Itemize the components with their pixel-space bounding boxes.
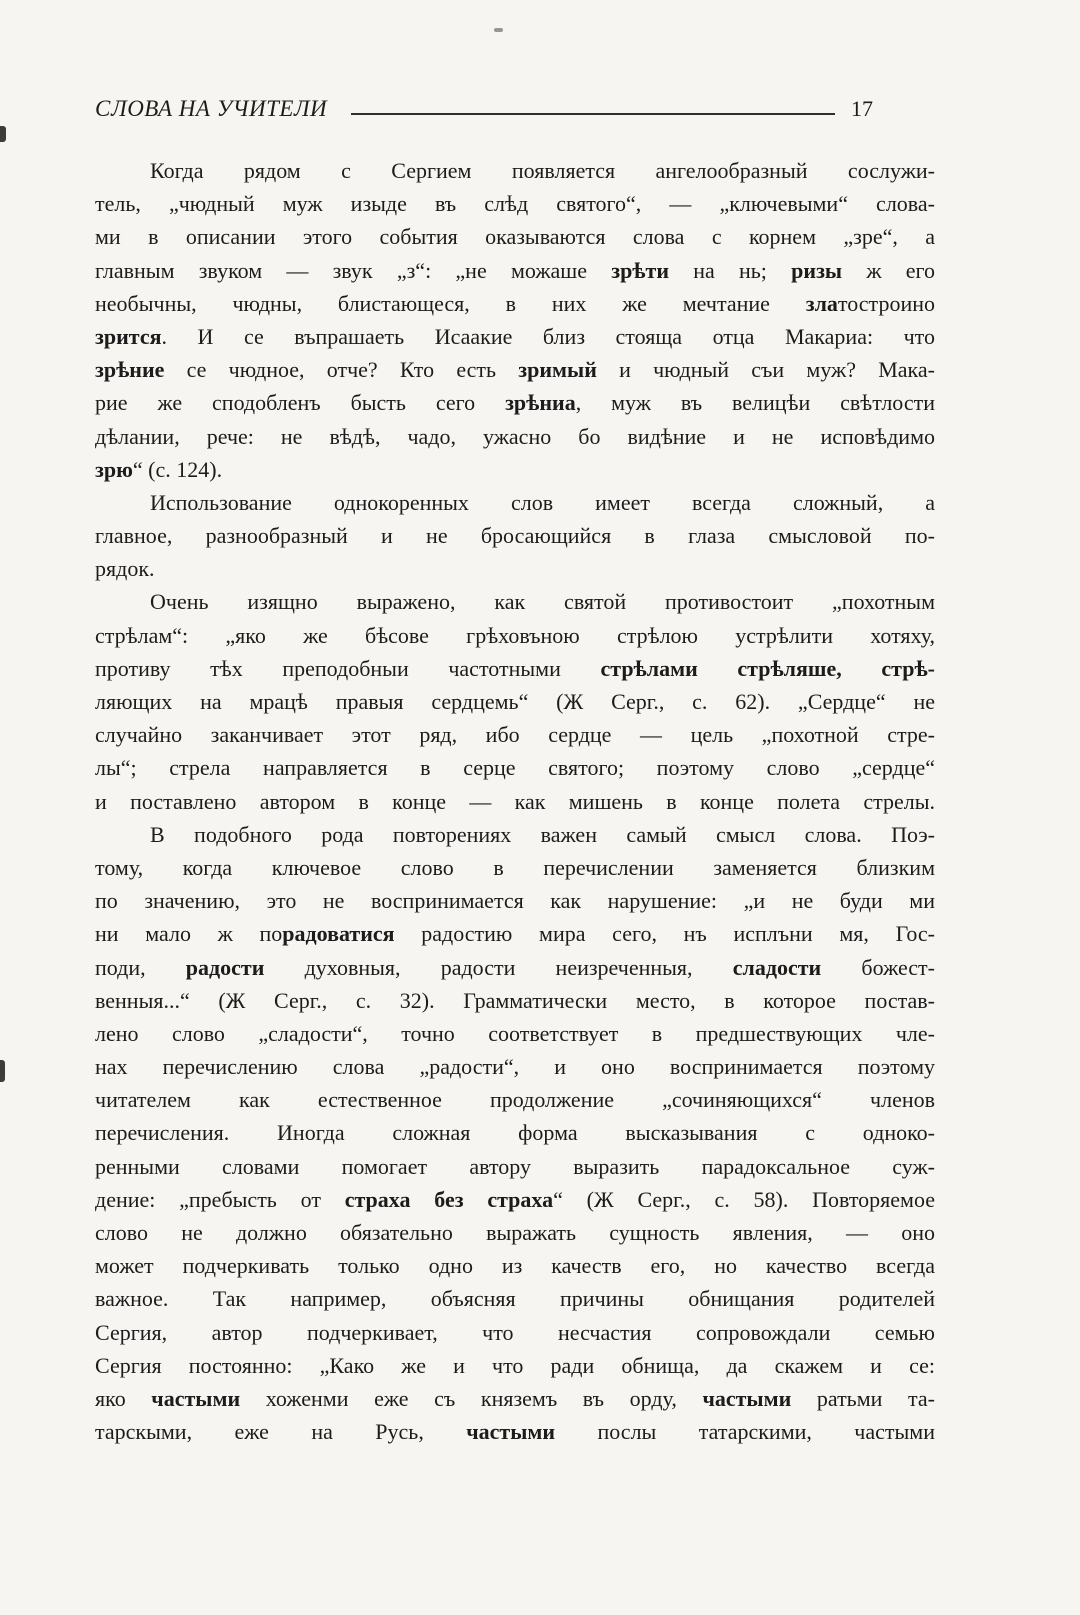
- emphasized-text: зла: [805, 290, 838, 316]
- text-line: [95, 951, 935, 984]
- text-run: яко: [95, 1385, 152, 1411]
- paragraph: [95, 585, 935, 817]
- text-run: поди,: [95, 954, 186, 980]
- emphasized-text: частыми: [702, 1385, 792, 1411]
- text-run: ратьми та-: [791, 1385, 935, 1411]
- emphasized-text: ризы: [791, 257, 843, 283]
- text-line: [95, 1282, 935, 1315]
- text-run: Использование однокоренных слов имеет всегда сложный, а: [150, 489, 935, 515]
- text-block: [95, 154, 935, 1448]
- text-run: “ (с. 124).: [132, 456, 223, 482]
- text-line: [95, 619, 935, 652]
- text-line: [95, 685, 935, 718]
- emphasized-text: зрѣниа: [505, 390, 576, 416]
- running-head-title: СЛОВА НА УЧИТЕЛИ: [95, 96, 328, 121]
- paragraph: [95, 154, 935, 486]
- text-run: хоженми еже съ княземъ въ орду,: [240, 1385, 703, 1411]
- text-run: В подобного рода повторениях важен самый смысл слова. Поэ-: [150, 821, 935, 847]
- text-run: ми в описании этого события оказываются слова с корнем „зре“, а: [95, 224, 935, 250]
- text-run: венныя...“ (Ж Серг., с. 32). Грамматически место, в которое постав-: [95, 987, 935, 1013]
- paragraph: [95, 818, 935, 1449]
- text-line: [95, 1316, 935, 1349]
- emphasized-text: частыми: [466, 1419, 556, 1445]
- text-run: божест-: [821, 954, 935, 980]
- emphasized-text: зрится: [95, 323, 162, 349]
- text-run: и чюдный съи муж? Мака-: [596, 357, 935, 383]
- text-run: по значению, это не воспринимается как нарушение: „и не буди ми: [95, 888, 935, 914]
- text-run: . И се въпрашаеть Исаакие близ стояща отца Макариа: что: [161, 323, 935, 349]
- text-run: Когда рядом с Сергием появляется ангелообразный сослужи-: [150, 158, 935, 183]
- text-run: на нь;: [669, 257, 792, 283]
- text-run: необычны, чюдны, блистающеся, в них же мечтание: [95, 290, 806, 316]
- text-line: [95, 486, 935, 519]
- text-run: тарскыми, еже на Русь,: [95, 1419, 467, 1445]
- emphasized-text: зрю: [95, 456, 133, 482]
- text-run: рие же сподобленъ бысть сего: [95, 390, 506, 416]
- emphasized-text: зрѣние: [95, 357, 165, 383]
- text-line: [95, 453, 935, 486]
- text-line: [95, 718, 935, 751]
- page-header: [95, 96, 935, 122]
- text-run: слово не должно обязательно выражать сущность явления, — оно: [95, 1220, 935, 1245]
- text-line: [95, 287, 935, 320]
- text-run: дение: „пребысть от: [95, 1186, 345, 1212]
- scan-artifact: [0, 1060, 5, 1082]
- paragraph: [95, 486, 935, 586]
- text-line: [95, 1083, 935, 1116]
- text-run: Сергия постоянно: „Како же и что ради обнища, да скажем и се:: [95, 1352, 935, 1378]
- text-run: и поставлено автором в конце — как мишень в конце полета стрелы.: [95, 788, 935, 814]
- emphasized-text: частыми: [151, 1385, 241, 1411]
- text-run: нах перечислению слова „радости“, и оно воспринимается поэтому: [95, 1054, 935, 1080]
- text-run: стрѣлам“: „яко же бѣсове грѣховъною стрѣлою устрѣлити хотяху,: [95, 622, 935, 648]
- text-line: [95, 1050, 935, 1083]
- text-run: случайно заканчивает этот ряд, ибо сердце — цель „похотной стре-: [95, 722, 935, 748]
- text-run: ж его: [842, 257, 935, 283]
- text-run: тостроино: [837, 290, 935, 316]
- text-line: [95, 1249, 935, 1282]
- page-number: 17: [851, 96, 873, 121]
- text-line: [95, 254, 935, 287]
- text-run: может подчеркивать только одно из качеств его, но качество всегда: [95, 1253, 935, 1279]
- scan-artifact: [0, 126, 6, 142]
- text-run: важное. Так например, объясняя причины обнищания родителей: [95, 1286, 935, 1312]
- text-run: ренными словами помогает автору выразить парадоксальное суж-: [95, 1153, 935, 1179]
- text-run: “ (Ж Серг., с. 58). Повторяемое: [553, 1186, 935, 1212]
- text-run: читателем как естественное продолжение „сочиняющихся“ членов: [95, 1087, 935, 1113]
- text-line: [95, 1382, 935, 1415]
- text-run: рядок.: [95, 556, 155, 582]
- emphasized-text: радости: [185, 954, 265, 980]
- text-line: [95, 851, 935, 884]
- text-run: ни мало ж по: [95, 921, 283, 947]
- text-line: [95, 187, 935, 220]
- emphasized-text: сладости: [732, 954, 822, 980]
- text-run: тель, „чюдный муж изыде въ слѣд святого“, — „ключевыми“ слова-: [95, 191, 935, 217]
- text-run: Сергия, автор подчеркивает, что несчастия сопровождали семью: [95, 1319, 935, 1345]
- text-line: [95, 1017, 935, 1050]
- text-line: [95, 1415, 935, 1448]
- text-line: [95, 785, 935, 818]
- text-run: дѣлании, рече: не вѣдѣ, чадо, ужасно бо видѣние и не исповѣдимо: [95, 423, 935, 449]
- text-line: [95, 386, 935, 419]
- text-line: [95, 552, 935, 585]
- text-line: [95, 154, 935, 187]
- text-line: [95, 220, 935, 253]
- text-line: [95, 1349, 935, 1382]
- text-run: , муж въ велицѣи свѣтлости: [575, 390, 935, 416]
- text-run: ляющих на мрацѣ правыя сердцемь“ (Ж Серг., с. 62). „Сердце“ не: [95, 689, 935, 714]
- text-run: Очень изящно выражено, как святой противостоит „похотным: [150, 589, 935, 615]
- text-line: [95, 585, 935, 618]
- text-line: [95, 984, 935, 1017]
- text-run: радостию мира сего, нъ исплъни мя, Гос-: [394, 921, 935, 947]
- text-run: се чюдное, отче? Кто есть: [164, 357, 519, 383]
- text-line: [95, 1216, 935, 1249]
- emphasized-text: стрѣлами стрѣляше, стрѣ-: [600, 655, 935, 681]
- text-run: главное, разнообразный и не бросающийся в глаза смысловой по-: [95, 523, 935, 549]
- text-line: [95, 818, 935, 851]
- text-line: [95, 1150, 935, 1183]
- text-line: [95, 751, 935, 784]
- header-rule: [351, 113, 835, 115]
- text-line: [95, 519, 935, 552]
- text-line: [95, 917, 935, 950]
- text-run: духовныя, радости неизреченныя,: [264, 954, 733, 980]
- text-line: [95, 320, 935, 353]
- text-line: [95, 420, 935, 453]
- emphasized-text: радоватися: [282, 921, 395, 947]
- text-run: лено слово „сладости“, точно соответствует в предшествующих чле-: [95, 1020, 935, 1046]
- text-run: главным звуком — звук „з“: „не можаше: [95, 257, 612, 283]
- text-run: перечисления. Иногда сложная форма высказывания с одноко-: [95, 1120, 935, 1146]
- emphasized-text: зрѣти: [611, 257, 669, 283]
- text-line: [95, 1183, 935, 1216]
- text-run: противу тѣх преподобныи частотными: [95, 655, 601, 681]
- text-run: тому, когда ключевое слово в перечислении заменяется близким: [95, 854, 935, 880]
- emphasized-text: страха без страха: [344, 1186, 554, 1212]
- text-line: [95, 353, 935, 386]
- text-line: [95, 652, 935, 685]
- text-run: лы“; стрела направляется в серце святого; поэтому слово „сердце“: [95, 755, 935, 781]
- text-line: [95, 884, 935, 917]
- scan-artifact: [494, 28, 503, 32]
- emphasized-text: зримый: [518, 357, 597, 383]
- text-line: [95, 1116, 935, 1149]
- text-run: послы татарскими, частыми: [555, 1419, 935, 1445]
